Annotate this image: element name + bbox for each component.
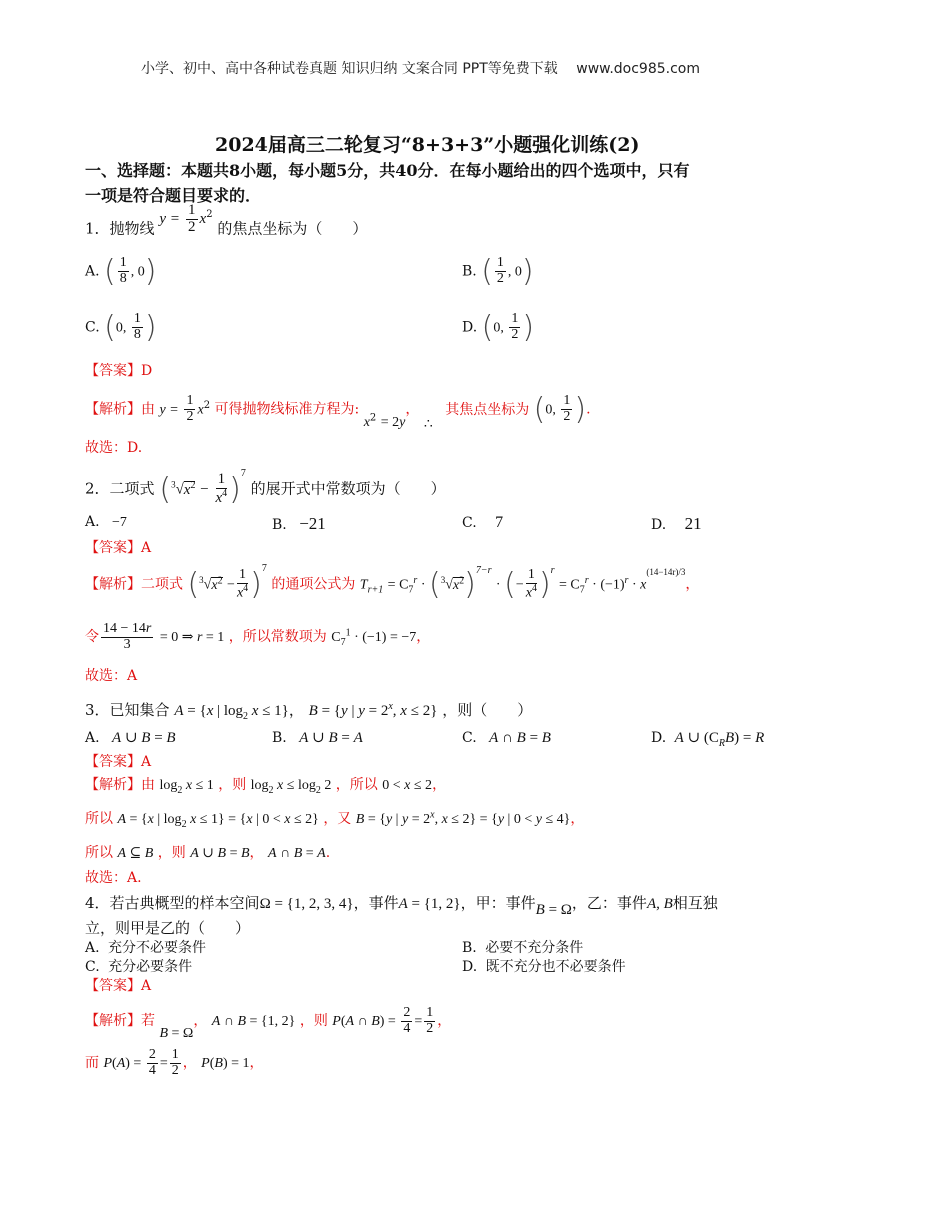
q3-option-c[interactable]: C. A ∩ B = B — [462, 730, 551, 746]
q1-explanation: 【解析】由 y = $\frac{1}{2}$ $x^2$ 可得抛物线标准方程为: $x^2 = 2y$， ∴ 其焦点坐标为 (0, $\frac{1}{2}$ ). — [85, 392, 591, 432]
q1-conclusion: 故选：D. — [85, 440, 143, 456]
section-heading-line2: 一项是符合题目要求的． — [85, 186, 262, 205]
q3-option-b[interactable]: B. A ∪ B = A — [272, 730, 363, 746]
q2-option-a[interactable]: A. −7 — [85, 514, 127, 530]
q2-conclusion: 故选：A — [85, 668, 138, 684]
q3-option-a[interactable]: A. A ∪ B = B — [85, 730, 176, 746]
q4-option-b[interactable]: B. 必要不充分条件 — [462, 940, 584, 956]
q1-option-a[interactable]: A. ( $\frac{1}{8}$ , 0) — [85, 254, 157, 289]
q2-option-d[interactable]: D. 21 — [651, 514, 702, 533]
q1-stem — [85, 202, 368, 246]
q1-formula: y = $\frac{1}{2}$ $x^2$ — [159, 202, 213, 235]
q3-explanation: 【解析】由 $\log_2 x \le 1$ ，则 $\log_2 x \le \log_2 2$ ，所以 0 < x ≤ 2， — [85, 777, 447, 796]
q4-stem: 4．若古典概型的样本空间Ω = {1, 2, 3, 4}，事件A = {1, 2}，甲：事件B = Ω，乙：事件A, B相互独 — [85, 894, 718, 918]
q1-pre: 抛物线 — [109, 219, 155, 238]
q4-explanation: 【解析】若 B = Ω， A ∩ B = {1, 2} ，则 P(A ∩ B) = $\frac{2}{4}$ = $\frac{1}{2}$ ， — [85, 1005, 452, 1042]
q1-option-b[interactable]: B. ( $\frac{1}{2}$ , 0) — [462, 254, 534, 289]
q4-option-c[interactable]: C. 充分必要条件 — [85, 959, 193, 975]
q3-stem: 3．已知集合 A = {x | $\log_2 x \le 1$}， B = {y | $y = 2^x$, x ≤ 2} ，则（ ） — [85, 701, 533, 722]
q2-option-b[interactable]: B. −21 — [272, 514, 326, 533]
q1-answer: 【答案】D — [85, 363, 153, 379]
q2-option-c[interactable]: C. 7 — [462, 514, 504, 531]
q4-answer: 【答案】A — [85, 978, 152, 994]
q3-explanation-2: 所以 A = {x | $\log_2 x \le 1\} = \{x$ | 0 < x ≤ 2} ，又 B = {y | $y = 2^x$, x ≤ 2} = {y | 0 < y ≤ 4}， — [85, 809, 585, 830]
q2-stem: 2．二项式 ($^3√x^2$ − $\frac{1}{x^4}$ )$^7$ 的展开式中常数项为（ ） — [85, 467, 446, 507]
q1-option-d[interactable]: D. (0, $\frac{1}{2}$ ) — [462, 310, 535, 345]
q4-option-a[interactable]: A. 充分不必要条件 — [85, 940, 207, 956]
section-heading-line1: 一、选择题：本题共8小题，每小题5分，共40分．在每小题给出的四个选项中，只有 — [85, 161, 690, 180]
q2-answer: 【答案】A — [85, 540, 152, 556]
q3-conclusion: 故选：A. — [85, 870, 142, 886]
q3-explanation-3: 所以 A ⊆ B ，则 A ∪ B = B， A ∩ B = A. — [85, 845, 331, 861]
q2-explanation-2: 令 $\frac{14 - 14r}{3}$ = 0 ⇒ r = 1 ，所以常数项为 $C_7^1 \cdot (-1) = -7$， — [85, 621, 431, 652]
page-title: 2024届高三二轮复习“8+3+3”小题强化训练(2) — [215, 134, 640, 156]
q3-answer: 【答案】A — [85, 754, 152, 770]
q1-num: 1． — [85, 219, 110, 238]
q3-option-d[interactable]: D. A ∪ $(C_RB) = R$ — [651, 730, 765, 749]
q1-option-c[interactable]: C. (0, $\frac{1}{8}$ ) — [85, 310, 157, 345]
q4-option-d[interactable]: D. 既不充分也不必要条件 — [462, 959, 626, 975]
q2-explanation: 【解析】二项式 ($^3√x^2$ − $\frac{1}{x^4}$ )$^7$ 的通项公式为 $T_{r+1} = C_7^r \cdot (^3√x^2)^{7-r}$ · (− $\frac{1}{x^4}$ )$^r = C_7^r \cdot (-1)^r \cdot x^{(14-14r)/3}$， — [85, 562, 700, 602]
q4-explanation-2: 而 P(A) = $\frac{2}{4}$ = $\frac{1}{2}$ ， P(B) = 1， — [85, 1047, 264, 1078]
q4-stem-line2: 立，则甲是乙的（ ） — [85, 919, 251, 937]
header-text: 小学、初中、高中各种试卷真题 知识归纳 文案合同 PPT等免费下载 — [141, 61, 558, 77]
site-header — [141, 58, 700, 78]
q1-post: 的焦点坐标为（ ） — [217, 219, 368, 238]
header-site: www.doc985.com — [576, 61, 700, 77]
